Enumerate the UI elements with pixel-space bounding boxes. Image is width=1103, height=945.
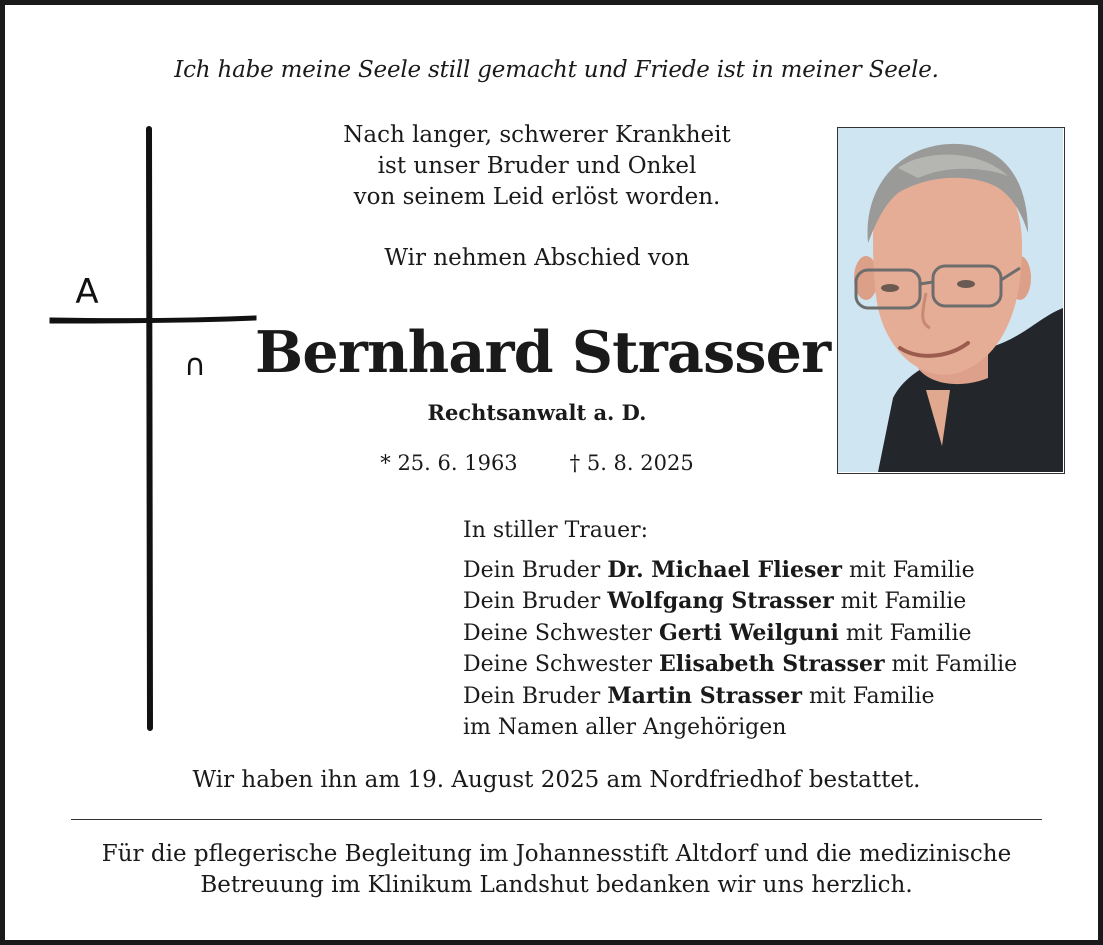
deceased-title: Rechtsanwalt a. D.	[427, 400, 647, 425]
motto-quote: Ich habe meine Seele still gemacht und Friede ist in meiner Seele.	[174, 57, 939, 83]
farewell-line: Wir nehmen Abschied von	[384, 245, 690, 271]
cross-horizontal-beam	[51, 317, 255, 322]
death-date: † 5. 8. 2025	[569, 451, 694, 475]
life-dates	[287, 451, 787, 475]
mourner-entry: Dein Bruder Wolfgang Strasser mit Familie	[463, 588, 967, 614]
omega-symbol-icon: ∩	[184, 348, 206, 383]
intro-line: ist unser Bruder und Onkel	[377, 153, 697, 179]
portrait-photo	[837, 127, 1065, 474]
mourning-heading: In stiller Trauer:	[463, 518, 649, 543]
cross-vertical-beam	[149, 129, 150, 728]
mourners-closing: im Namen aller Angehörigen	[463, 715, 787, 740]
mourner-entry: Deine Schwester Gerti Weilguni mit Familie	[463, 619, 972, 646]
intro-line: von seinem Leid erlöst worden.	[353, 184, 721, 210]
mourner-entry: Dein Bruder Martin Strasser mit Familie	[463, 682, 935, 709]
birth-date: * 25. 6. 1963	[380, 451, 518, 475]
mourners-list	[463, 515, 1017, 744]
deceased-name: Bernhard Strasser	[255, 319, 831, 386]
mourner-entry: Deine Schwester Elisabeth Strasser mit Familie	[463, 651, 1018, 677]
alpha-symbol-icon: A	[75, 272, 99, 312]
mourner-entry: Dein Bruder Dr. Michael Flieser mit Familie	[463, 556, 975, 583]
thanks-note	[45, 839, 1068, 901]
cross-symbol	[45, 123, 265, 733]
intro-line: Nach langer, schwerer Krankheit	[343, 122, 731, 148]
divider-line	[71, 819, 1042, 820]
thanks-line: Betreuung im Klinikum Landshut bedanken wir uns herzlich.	[200, 872, 913, 898]
thanks-line: Für die pflegerische Begleitung im Johannesstift Altdorf und die medizinische	[101, 841, 1012, 867]
intro-text	[287, 120, 787, 213]
burial-notice: Wir haben ihn am 19. August 2025 am Nordfriedhof bestattet.	[192, 767, 921, 793]
